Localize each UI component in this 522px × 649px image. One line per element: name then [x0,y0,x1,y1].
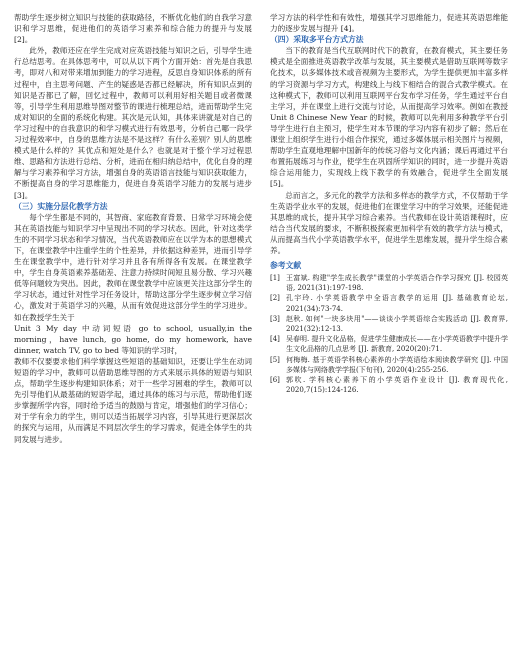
paragraph: 总而言之，多元化的教学方法和多样态的教学方式，不仅帮助于学生英语学业水平的发展，促进他们在课堂学习中的学习效果，还能促进其思维的成长，提升其学习综合素养。当代教师在设计英语课程时，应结合当代发展的要求，不断积极探索更加科学有效的教学方法与模式，从而提高当代小学英语教学水平，促进学生思维发展，提升学生综合素养。 [270,190,508,255]
reference-item [270,334,508,354]
references-list [270,273,508,395]
reference-item [270,273,508,293]
reference-item [270,375,508,395]
reference-text: 何梅梅. 基于英语学科核心素养的小学英语绘本阅读教学研究 [J]. 中国多媒体与网络教学学报(下旬刊), 2020(4):255-256. [286,355,508,374]
reference-item [270,355,508,375]
reference-number: [2] [270,294,280,303]
paragraph: 学习方法的科学性和有效性，增强其学习思维能力，促进其英语思维能力的逐步发展与提升 [4]。 [270,13,508,34]
reference-number: [3] [270,314,280,323]
paragraph: 帮助学生逐步树立知识与技能的获取路径，不断优化他们的自我学习意识和学习思维，促进他们的英语学习素养和综合能力的提升与发展 [2]。 [14,13,252,45]
reference-text: 王富斌. 构建"学生成长教学"课堂的小学英语合作学习探究 [J]. 校园英语, 2021(31):197-198. [286,274,508,293]
reference-text: 赵秋. 如何"一块多块用"——谈谈小学英语综合实践活动 [J]. 教育界, 2021(32):12-13. [286,314,508,334]
reference-number: [5] [270,355,280,364]
paragraph: 当下的教育是当代互联网时代下的教育，在教育模式，其主要任务模式是全面推进英语教学改革与发展，其主要模式是借助互联网等数字化技术，以多媒体技术或音视频为主要形式，为学生提供更加丰富多样的学习资源与学习方式，构建线上与线下相结合的混合式教学模式。在这种模式下，教师可以利用互联网平台发布学习任务，学生通过平台自主学习，并在课堂上进行交流与讨论，从而提高学习效率。例如在教授 Unit 8 Chinese New Year 的时候，教师可以先利用多种教学平台引导学生进行自主预习，使学生对本节课的学习内容有初步了解；然后在课堂上组织学生进行小组合作探究，通过多媒体展示相关图片与视频，帮助学生直观地理解中国新年的传统习俗与文化内涵；课后再通过平台布置拓展练习与作业，使学生在巩固所学知识的同时，进一步提升英语综合运用能力，实现线上线下教学的有效融合，促进学生全面发展 [5]。 [270,46,508,189]
reference-text: 郭吹. 学科核心素养下的小学英语作业设计 [J]. 教育现代化, 2020,7(15):124-126. [286,376,508,395]
section-heading: （三）实施分层化教学方法 [14,201,108,211]
section-heading: （四）采取多平台方式方法 [270,35,364,45]
reference-number: [6] [270,376,280,385]
reference-text: 吴春明. 提升文化品格，促进学生健康成长——在小学英语教学中提升学生文化品格的几点思考 [J]. 新教育, 2020(20):71. [286,335,508,354]
paragraph-quote: Unit 3 My day 中动词短语 go to school, usually,in the morning，have lunch, go home, do my homework, have dinner, watch TV, go to bed 等知识的学习时， [14,323,252,355]
reference-number: [4] [270,335,280,344]
left-column [14,12,252,445]
reference-number: [1] [270,274,280,283]
paragraph: 此外，教师还应在学生完成对应英语技能与知识之后，引导学生进行总结思考。在具体思考中，可以从以下两个方面开始：首先是自我思考，即对八和对带来增加到能力的学习进程，反思自身知识体系的所有过程中，自主思考问题、产生的疑惑是否都已经解决，所有知识点到的知识是否都已了解，回忆过程中，教师可以利用好相关题目或者微课等，引导学生利用思维导图对整节的课进行梳理总结，进而帮助学生完成对知识的全面的系统化构建。其次是元认知，具体来讲就是对自己的学习过程中的自我意识的和学习模式进行有效思考，分析自己哪一段学习过程效率中，自身的思维方法是不是这样？有什么差别？别人的思维模式是什么样的？其优点和短处是什么？也就是对于整个学习过程思维、思路和方法进行总结、分析，进而在相归纳总结中，优化自身的理解与学习素养和学习方法，增强自身的英语语言技能与知识获取能力，不断提高自身的学习思维能力，促进自身英语学习能力的发展与进步 [3]。 [14,46,252,200]
paragraph: 每个学生都是不同的，其智商、家庭教育背景、日常学习环境会使其在英语技能与知识学习中呈现出不同的学习状态。因此，针对这类学生的不同学习状态和学习情况，当代英语教师应在以学为本的思想模式下，在课堂教学中注重学生的个性差异，并依据这种差异，进而引导学生在课堂教学中，进行针对学习并且各有所得各有发展。在课堂教学中，学生自身英语素养基础差、注意力持续时间短且易分散、学习兴趣低等问题较为突出。因此，教师在课堂教学中应该更关注这部分学生的学习状态，通过针对性学习任务设计，帮助这部分学生逐步树立学习信心，激发对于英语学习的兴趣，从而有效促进这部分学生的学习进步。如在教授学生关于 [14,212,252,322]
reference-item [270,314,508,334]
right-column [270,12,508,396]
reference-item [270,293,508,313]
references-heading: 参考文献 [270,261,302,271]
reference-text: 孔宇玲. 小学英语教学中全语言教学的运用 [J]. 基础教育论坛, 2021(34):73-74. [286,294,508,313]
paragraph: 教师不仅要要求他们科学掌握这些短语的基础知识，还要让学生在动词短语的学习中，教师可以借助思维导图的方式来展示具体的短语与知识点，帮助学生逐步构建知识体系；对于一些学习困难的学生，教师可以先引导他们从最基础的短语学起，通过具体的练习与示范，帮助他们逐步掌握所学内容，同时给予适当的鼓励与肯定，增强他们的学习信心；对于学有余力的学生，则可以适当拓展学习内容，引导其进行更深层次的探究与运用，从而满足不同层次学生的学习需求，促进全体学生的共同发展与进步。 [14,356,252,444]
